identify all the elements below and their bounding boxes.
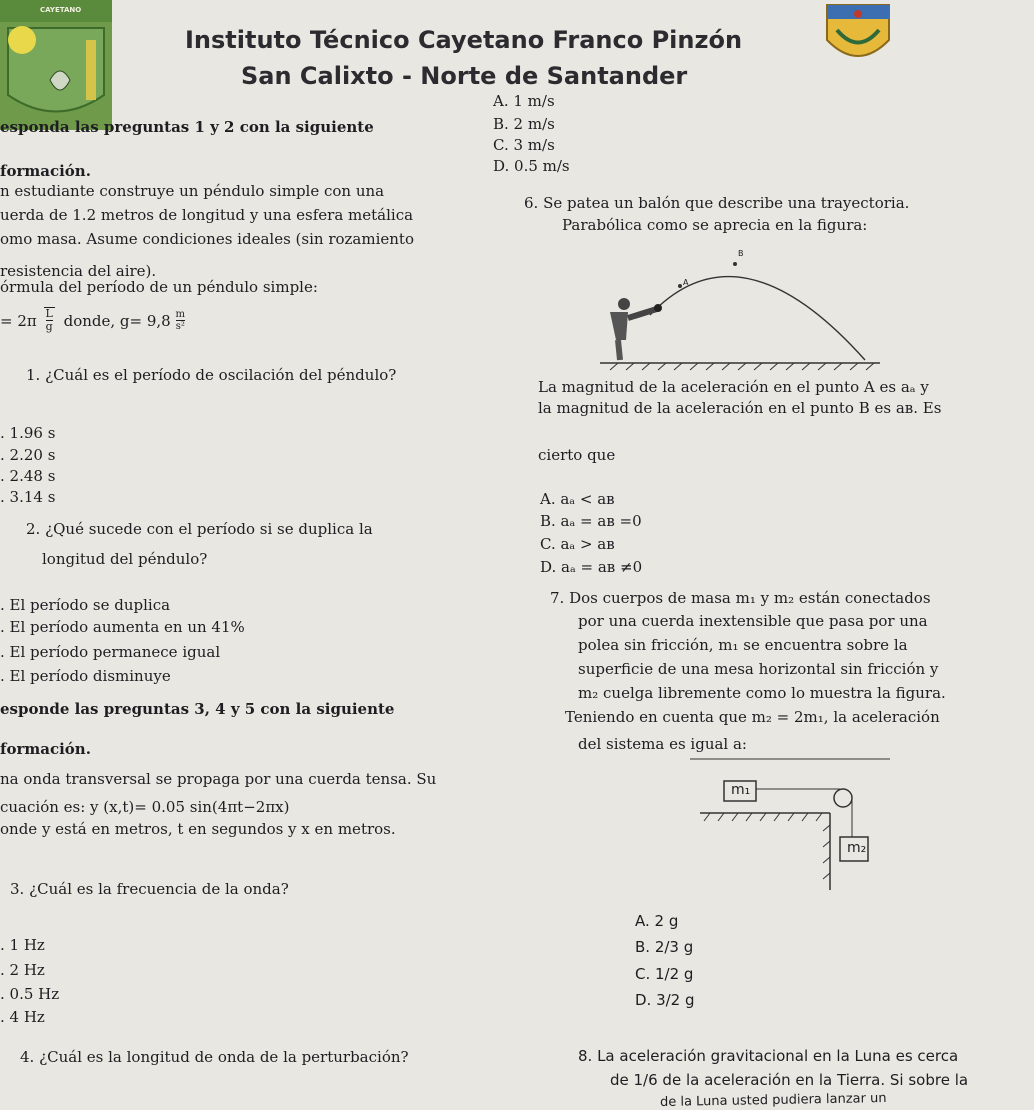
q3-option-a: . 1 Hz <box>0 936 45 954</box>
fig-label-m1: m₁ <box>731 782 751 798</box>
question-6-text-5: cierto que <box>538 446 616 464</box>
q5-option-c: C. 3 m/s <box>493 136 555 154</box>
institute-shield-logo <box>0 0 112 130</box>
intro-questions-3-5-cont: formación. <box>0 740 91 758</box>
q7-option-d: D. 3/2 g <box>635 991 695 1009</box>
pendulum-formula <box>0 307 185 349</box>
projectile-figure <box>590 240 890 385</box>
pulley-figure <box>690 755 890 895</box>
question-6-cont: Parabólica como se aprecia en la figura: <box>562 216 868 234</box>
question-8-text-2: de 1/6 de la aceleración en la Tierra. Si sobre la <box>610 1071 969 1089</box>
q3-option-d: . 4 Hz <box>0 1008 45 1026</box>
question-7-text-2: por una cuerda inextensible que pasa por una <box>578 612 928 630</box>
pendulum-text-2: uerda de 1.2 metros de longitud y una esfera metálica <box>0 206 414 224</box>
q5-option-a: A. 1 m/s <box>493 92 555 110</box>
q1-option-a: . 1.96 s <box>0 424 56 442</box>
intro-questions-1-2: esponda las preguntas 1 y 2 con la siguiente <box>0 118 374 136</box>
intro-questions-1-2-cont: formación. <box>0 162 91 180</box>
q5-option-d: D. 0.5 m/s <box>493 157 570 175</box>
question-3: 3. ¿Cuál es la frecuencia de la onda? <box>10 880 289 898</box>
intro-questions-3-5: esponde las preguntas 3, 4 y 5 con la siguiente <box>0 700 395 718</box>
q3-option-b: . 2 Hz <box>0 961 45 979</box>
question-4: 4. ¿Cuál es la longitud de onda de la perturbación? <box>20 1048 409 1066</box>
question-8: 8. La aceleración gravitacional en la Luna es cerca <box>578 1047 959 1065</box>
question-7-text-7: del sistema es igual a: <box>578 735 747 753</box>
pendulum-text-1: n estudiante construye un péndulo simple con una <box>0 182 385 200</box>
question-6-text-3: La magnitud de la aceleración en el punto A es aₐ y <box>538 378 929 396</box>
logo-text: CAYETANO <box>40 6 82 14</box>
q2-option-a: . El período se duplica <box>0 596 171 614</box>
q2-option-b: . El período aumenta en un 41% <box>0 618 245 636</box>
colombia-coat-of-arms <box>815 0 901 70</box>
q7-option-a: A. 2 g <box>635 912 679 930</box>
q1-option-c: . 2.48 s <box>0 467 56 485</box>
pendulum-text-4: resistencia del aire). <box>0 262 157 280</box>
q5-option-b: B. 2 m/s <box>493 115 555 133</box>
question-7-text-6: Teniendo en cuenta que m₂ = 2m₁, la aceleración <box>565 708 940 726</box>
formula-prefix: = 2π <box>0 311 37 330</box>
formula-s: s² <box>175 321 185 332</box>
q2-option-c: . El período permanece igual <box>0 643 221 661</box>
fig-label-a: A <box>683 278 689 287</box>
kicking-player <box>610 298 662 360</box>
question-8-text-3: de la Luna usted pudiera lanzar un <box>659 1091 887 1110</box>
wave-text-1: na onda transversal se propaga por una cuerda tensa. Su <box>0 770 437 788</box>
q6-option-c: C. aₐ > aʙ <box>540 535 615 553</box>
question-2-cont: longitud del péndulo? <box>42 550 208 568</box>
question-7-text-4: superficie de una mesa horizontal sin fricción y <box>578 660 939 678</box>
formula-g: g <box>45 320 53 333</box>
question-2: 2. ¿Qué sucede con el período si se duplica la <box>26 520 373 538</box>
q7-option-b: B. 2/3 g <box>635 938 694 956</box>
q6-option-a: A. aₐ < aʙ <box>540 490 615 508</box>
institute-location: San Calixto - Norte de Santander <box>241 62 688 90</box>
q3-option-c: . 0.5 Hz <box>0 985 60 1003</box>
question-7: 7. Dos cuerpos de masa m₁ y m₂ están conectados <box>550 589 931 607</box>
question-7-text-5: m₂ cuelga libremente como lo muestra la figura. <box>578 684 946 702</box>
formula-where: donde, g= 9,8 <box>63 311 171 330</box>
question-7-text-3: polea sin fricción, m₁ se encuentra sobre la <box>578 636 908 654</box>
q6-option-d: D. aₐ = aʙ ≠0 <box>540 558 643 576</box>
q1-option-d: . 3.14 s <box>0 488 56 506</box>
q1-option-b: . 2.20 s <box>0 446 56 464</box>
formula-L: L <box>45 307 53 320</box>
pendulum-text-5: órmula del período de un péndulo simple: <box>0 278 318 296</box>
formula-m: m <box>175 309 185 320</box>
institute-name: Instituto Técnico Cayetano Franco Pinzón <box>185 26 743 54</box>
q2-option-d: . El período disminuye <box>0 667 171 685</box>
pendulum-text-3: omo masa. Asume condiciones ideales (sin rozamiento <box>0 230 414 248</box>
q6-option-b: B. aₐ = aʙ =0 <box>540 512 642 530</box>
formula-sqrt <box>44 307 55 334</box>
question-6: 6. Se patea un balón que describe una trayectoria. <box>524 194 910 212</box>
fig-label-m2: m₂ <box>847 840 867 856</box>
wave-equation: cuación es: y (x,t)= 0.05 sin(4πt−2πx) <box>0 798 290 816</box>
fig-label-b: B <box>738 249 744 258</box>
wave-text-3: onde y está en metros, t en segundos y x en metros. <box>0 820 396 838</box>
q7-option-c: C. 1/2 g <box>635 965 694 983</box>
question-1: 1. ¿Cuál es el período de oscilación del péndulo? <box>26 366 397 384</box>
question-6-text-4: la magnitud de la aceleración en el punto B es aʙ. Es <box>538 399 942 417</box>
